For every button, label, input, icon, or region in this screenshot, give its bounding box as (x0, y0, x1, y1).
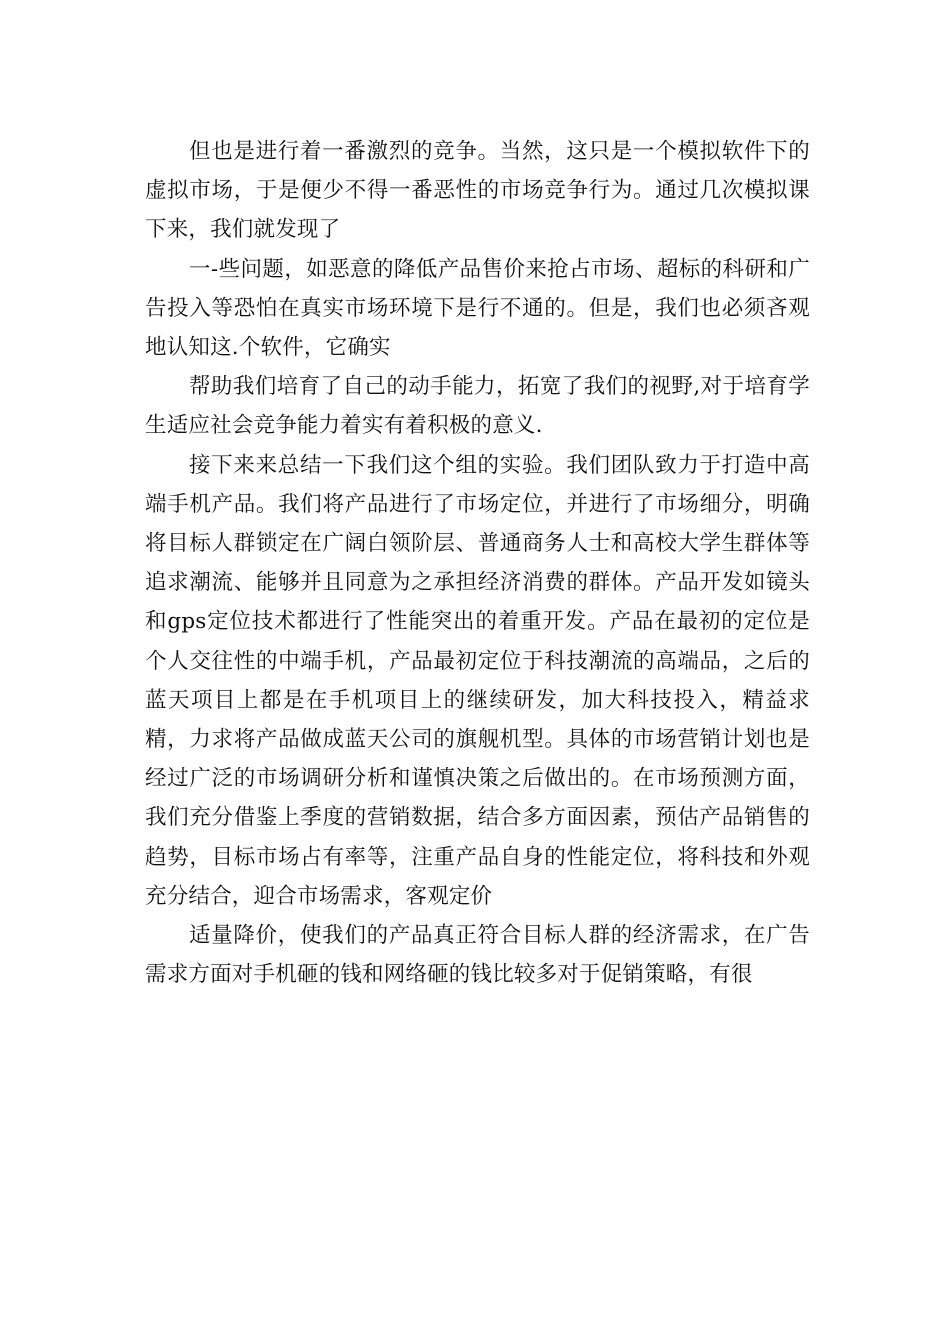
paragraph-2: 一-些问题，如恶意的降低产品售价来抢占市场、超标的科研和广告投入等恐怕在真实市场环境下是行不通的。但是，我们也必须吝观地认知这.个软件，它确实 (145, 256, 810, 361)
paragraph-3: 帮助我们培育了自己的动手能力，拓宽了我们的视野,对于培育学生适应社会竞争能力着实有着积极的意义. (145, 374, 810, 439)
paragraph-5: 适量降价，使我们的产品真正符合目标人群的经济需求，在广告需求方面对手机砸的钱和网络砸的钱比较多对于促销策略，有很 (145, 923, 810, 988)
paragraph-1: 但也是进行着一番激烈的竞争。当然，这只是一个模拟软件下的虚拟市场，于是便少不得一番恶性的市场竞争行为。通过几次模拟课下来，我们就发现了 (145, 139, 810, 243)
paragraph-4: 接下来来总结一下我们这个组的实验。我们团队致力于打造中高端手机产品。我们将产品进行了市场定位，并进行了市场细分，明确将目标人群锁定在广阔白领阶层、普通商务人士和高校大学生群体等追求潮流、能够并且同意为之承担经济消费的群体。产品开发如镜头和gps定位技术都进行了性能突出的着重开发。产品在最初的定位是个人交往性的中端手机，产品最初定位于科技潮流的高端品，之后的蓝天项目上都是在手机项目上的继续研发，加大科技投入，精益求精，力求将产品做成蓝天公司的旗舰机型。具体的市场营销计划也是经过广泛的市场调研分析和谨慎决策之后做出的。在市场预测方面，我们充分借鉴上季度的营销数据，结合多方面因素，预估产品销售的趋势，目标市场占有率等，注重产品自身的性能定位，将科技和外观充分结合，迎合市场需求，客观定价 (145, 452, 810, 909)
document-body (145, 132, 810, 994)
